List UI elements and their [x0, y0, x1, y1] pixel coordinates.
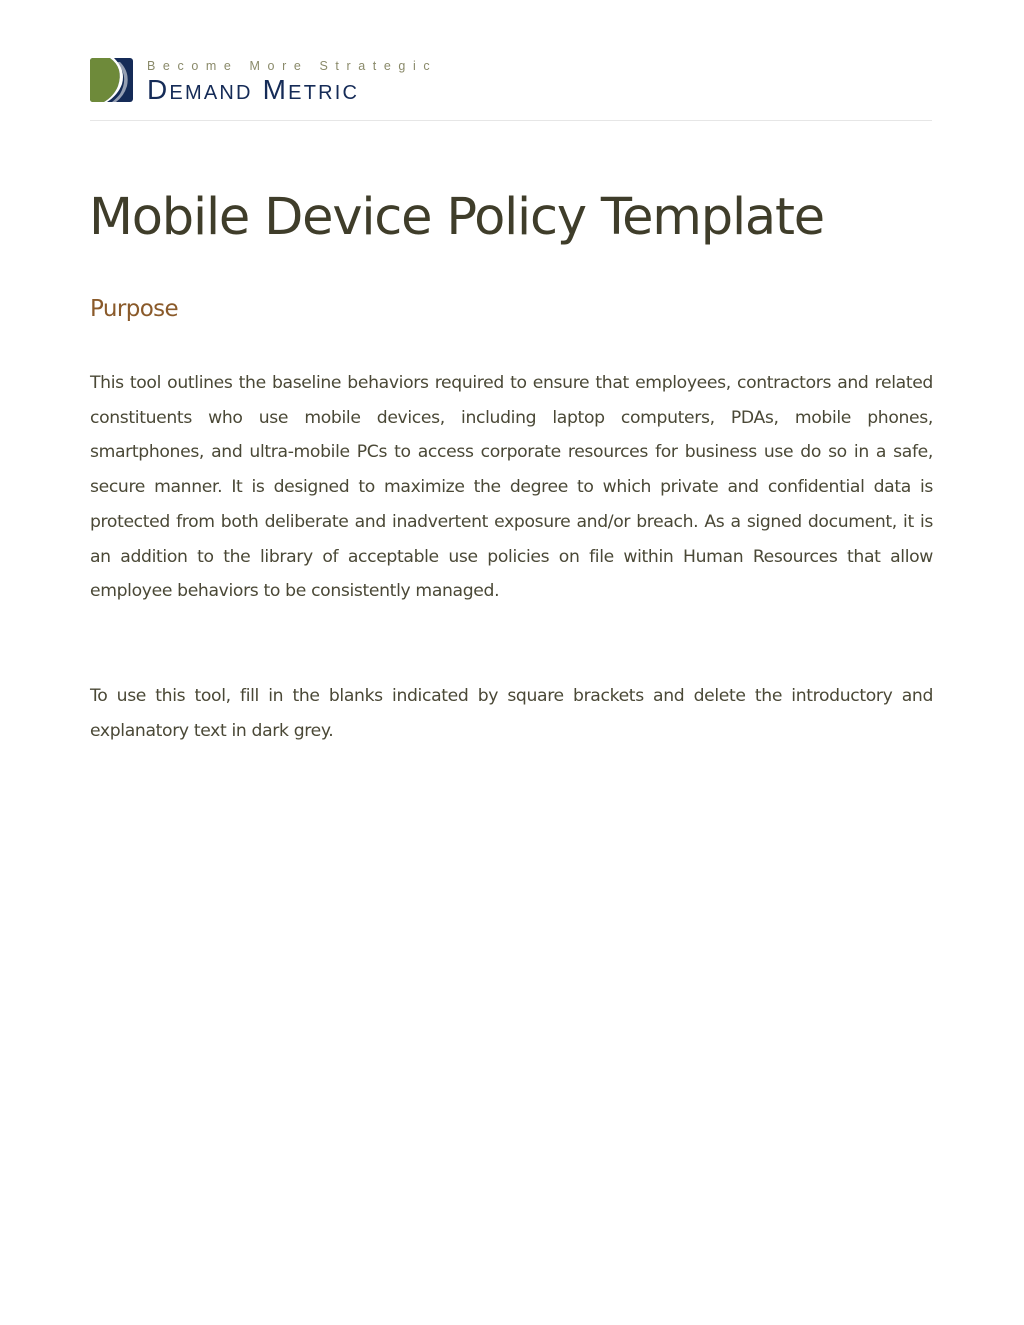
document-title: Mobile Device Policy Template	[89, 188, 824, 247]
section-heading-purpose: Purpose	[90, 296, 179, 322]
logo-mark-icon	[90, 58, 133, 102]
purpose-paragraph-1: This tool outlines the baseline behaviors required to ensure that employees, contractors and related constituents who use mobile devices, including laptop computers, PDAs, mobile phones, smartphones, and ultra-mobile PCs to access corporate resources for business use do so in a safe, secure manner. It is designed to maximize the degree to which private and confidential data is protected from both deliberate and inadvertent exposure and/or breach. As a signed document, it is an addition to the library of acceptable use policies on file within Human Resources that allow employee behaviors to be consistently managed.	[90, 373, 933, 602]
logo-brand-name: Demand Metric	[147, 74, 360, 105]
logo-tagline: Become More Strategic	[147, 59, 438, 73]
header-divider	[90, 120, 932, 121]
purpose-paragraph-2: To use this tool, fill in the blanks indicated by square brackets and delete the introductory and explanatory text in dark grey.	[90, 686, 933, 741]
demand-metric-logo	[90, 58, 437, 104]
